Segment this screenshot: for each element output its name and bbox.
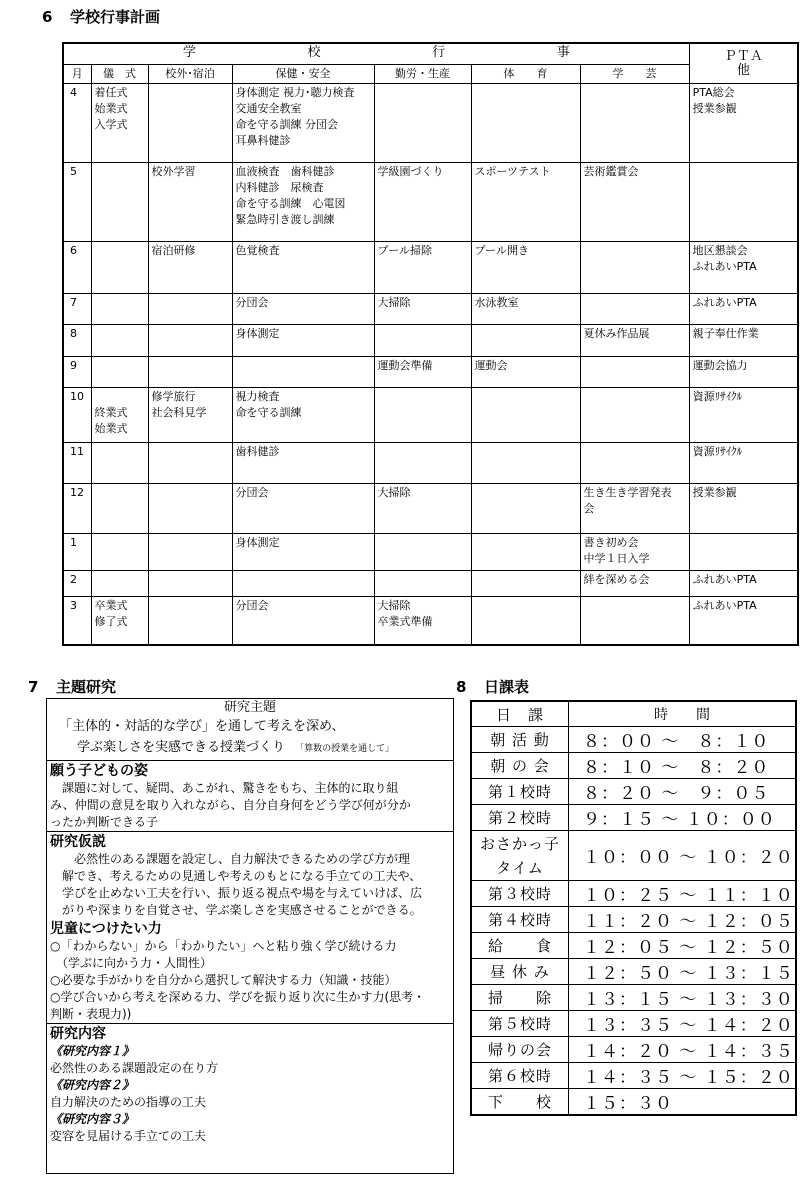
event-row	[63, 483, 798, 533]
pta-entry: 授業参観	[692, 102, 737, 115]
health-entry: 緊急時引き渡し訓練	[235, 212, 335, 226]
period-name: 昼 休 み	[471, 959, 569, 985]
event-row	[63, 84, 798, 163]
hypothesis-line: 解でき、考えるための見通しや考えのもとになる手立ての工夫や、	[50, 869, 422, 883]
daily-header-name: 日 課	[471, 701, 569, 727]
arts-cell	[580, 443, 689, 483]
daily-row	[471, 959, 796, 985]
content-item-label: 《研究内容３》	[50, 1112, 135, 1126]
health-entry: 命を守る訓練 心電図	[235, 196, 346, 210]
sports-cell	[471, 241, 580, 294]
events-group-char: 行	[432, 45, 446, 60]
research-box	[46, 698, 454, 1174]
period-name: 第３校時	[471, 881, 569, 907]
period-time: １１：２０ ～ １２：０５	[569, 907, 797, 933]
period-time: １４：３５ ～ １５：２０	[569, 1063, 797, 1089]
wish-line: 課題に対して、疑問、あこがれ、驚きをもち、主体的に取り組	[50, 781, 399, 795]
skill-line: ○必要な手がかりを自分から選択して解決する力（知識・技能）	[50, 973, 397, 987]
outing-cell	[148, 596, 232, 645]
month-cell: 10	[63, 387, 91, 443]
skill-line: 判断・表現力))	[50, 1007, 132, 1021]
column-header: 保健・安全	[232, 65, 374, 84]
event-row	[63, 443, 798, 483]
arts-cell	[580, 294, 689, 325]
labor-entry: 大掃除	[377, 296, 411, 310]
health-entry: 耳鼻科健診	[235, 134, 291, 147]
month-cell: 1	[63, 534, 91, 570]
skills-block	[47, 919, 453, 1023]
health-cell	[232, 84, 374, 163]
section6-title: 学校行事計画	[70, 8, 161, 26]
column-header: 学 芸	[580, 65, 689, 84]
column-header: 月	[63, 65, 91, 84]
event-row	[63, 387, 798, 443]
period-name: 掃 除	[471, 985, 569, 1011]
period-time: １４：２０ ～ １４：３５	[569, 1037, 797, 1063]
column-header: 勤労・生産	[374, 65, 471, 84]
period-time: １２：５０ ～ １３：１５	[569, 959, 797, 985]
wish-block	[47, 760, 453, 831]
pta-entry: ふれあいPTA	[692, 598, 757, 612]
pta-entry: 親子奉仕作業	[692, 327, 759, 341]
health-entry: 身体測定 視力･聴力検査	[235, 86, 355, 99]
month-cell: 3	[63, 596, 91, 645]
ceremony-cell	[91, 325, 148, 356]
hypothesis-line: 必然性のある課題を設定し、自力解決できるための学び方が理	[50, 852, 411, 866]
pta-header-line1: ＰＴＡ	[723, 48, 763, 64]
wish-line: ったか判断できる子	[50, 815, 159, 829]
event-row	[63, 325, 798, 356]
sports-cell	[471, 596, 580, 645]
pta-entry: ふれあいPTA	[692, 572, 757, 586]
ceremony-cell	[91, 534, 148, 570]
arts-cell	[580, 325, 689, 356]
period-time: ９：１５ ～ １０：００	[569, 805, 797, 831]
event-row	[63, 534, 798, 570]
month-cell: 12	[63, 483, 91, 533]
labor-entry: 学級園づくり	[377, 164, 444, 178]
pta-entry: 運動会協力	[692, 358, 748, 372]
pta-cell	[689, 483, 798, 533]
sports-cell	[471, 294, 580, 325]
sports-entry: 水泳教室	[474, 296, 519, 310]
section8-title: 日課表	[484, 678, 530, 696]
outing-cell	[148, 570, 232, 596]
pta-entry: ふれあいPTA	[692, 296, 757, 310]
health-entry: 分団会	[235, 485, 269, 499]
hypothesis-line: 学びを止めない工夫を行い、振り返る視点や場を与えていけば、広	[50, 886, 423, 900]
health-cell	[232, 294, 374, 325]
section8-number: 8	[456, 678, 467, 696]
period-name: 帰りの会	[471, 1037, 569, 1063]
arts-cell	[580, 84, 689, 163]
section8-heading	[456, 676, 529, 697]
health-entry: 内科健診 尿検査	[235, 180, 324, 194]
labor-cell	[374, 356, 471, 387]
health-cell	[232, 162, 374, 241]
pta-cell	[689, 162, 798, 241]
labor-cell	[374, 443, 471, 483]
ceremony-entry: 着任式	[94, 86, 128, 99]
skill-line: ○学び合いから考えを深める力、学びを振り返り次に生かす力(思考・	[50, 990, 426, 1004]
ceremony-cell	[91, 162, 148, 241]
events-group-char: 事	[556, 45, 570, 60]
arts-entry: 夏休み作品展	[583, 327, 650, 341]
health-cell	[232, 443, 374, 483]
theme-line1: 「主体的・対話的な学び」を通して考えを深め、	[59, 719, 345, 734]
pta-entry: ふれあいPTA	[692, 259, 757, 273]
sports-cell	[471, 570, 580, 596]
labor-entry: 大掃除	[377, 485, 411, 499]
month-cell: 4	[63, 84, 91, 163]
labor-cell	[374, 534, 471, 570]
daily-row	[471, 1011, 796, 1037]
period-name: 第１校時	[471, 779, 569, 805]
event-row	[63, 162, 798, 241]
arts-cell	[580, 596, 689, 645]
arts-entry: 絆を深める会	[583, 572, 650, 586]
arts-cell	[580, 356, 689, 387]
pta-cell	[689, 84, 798, 163]
arts-cell	[580, 483, 689, 533]
daily-row	[471, 727, 796, 753]
ceremony-cell	[91, 356, 148, 387]
ceremony-cell	[91, 241, 148, 294]
health-cell	[232, 596, 374, 645]
sports-cell	[471, 387, 580, 443]
sports-entry: プール開き	[474, 243, 529, 257]
period-name: 朝 活 動	[471, 727, 569, 753]
health-cell	[232, 356, 374, 387]
theme-heading: 研究主題	[223, 700, 276, 715]
daily-row	[471, 907, 796, 933]
ceremony-entry: 入学式	[94, 118, 128, 131]
health-entry: 視力検査	[235, 389, 280, 403]
section6-number: 6	[42, 8, 53, 26]
period-time: ８：１０ ～ ８：２０	[569, 753, 797, 779]
pta-cell	[689, 294, 798, 325]
daily-row	[471, 985, 796, 1011]
period-name: 下 校	[471, 1089, 569, 1116]
sports-entry: 運動会	[474, 358, 508, 372]
sports-cell	[471, 483, 580, 533]
content-item-label: 《研究内容２》	[50, 1078, 135, 1092]
pta-header	[689, 43, 798, 84]
sports-cell	[471, 356, 580, 387]
school-events-table	[62, 42, 799, 646]
pta-entry: 授業参観	[692, 485, 737, 499]
health-entry: 身体測定	[235, 327, 280, 341]
sports-entry: スポーツテスト	[474, 164, 551, 178]
outing-entry: 宿泊研修	[151, 243, 196, 257]
health-cell	[232, 387, 374, 443]
ceremony-cell	[91, 570, 148, 596]
arts-entry: 生き生き学習発表	[583, 485, 672, 499]
ceremony-cell	[91, 443, 148, 483]
section6-heading	[42, 6, 160, 27]
hypothesis-line: がりや深まりを自覚させ、学ぶ楽しさを実感させることができる。	[50, 903, 422, 917]
theme-line2-wrap	[47, 737, 453, 760]
content-block	[47, 1023, 453, 1145]
outing-cell	[148, 294, 232, 325]
ceremony-entry: 修了式	[94, 614, 128, 628]
labor-cell	[374, 325, 471, 356]
period-time: １２：０５ ～ １２：５０	[569, 933, 797, 959]
column-header: 儀 式	[91, 65, 148, 84]
hypothesis-heading: 研究仮説	[50, 834, 106, 850]
daily-row	[471, 1063, 796, 1089]
month-cell: 5	[63, 162, 91, 241]
theme-line2: 学ぶ楽しさを実感できる授業づくり	[77, 740, 286, 755]
labor-entry: 運動会準備	[377, 358, 433, 372]
month-cell: 7	[63, 294, 91, 325]
period-time: １０：００ ～ １０：２０	[569, 831, 797, 881]
labor-cell	[374, 294, 471, 325]
period-name: おさかっ子 タイム	[471, 831, 569, 881]
outing-cell	[148, 534, 232, 570]
outing-entry: 修学旅行	[151, 389, 196, 403]
period-time: １５：３０	[569, 1089, 797, 1116]
pta-cell	[689, 534, 798, 570]
period-time: １３：１５ ～ １３：３０	[569, 985, 797, 1011]
content-heading: 研究内容	[50, 1026, 106, 1042]
pta-cell	[689, 387, 798, 443]
arts-entry: 書き初め会	[583, 536, 639, 550]
month-cell: 9	[63, 356, 91, 387]
events-group-header	[63, 43, 689, 65]
daily-row	[471, 1089, 796, 1116]
health-entry: 分団会	[235, 598, 269, 612]
event-row	[63, 241, 798, 294]
content-item-label: 《研究内容１》	[50, 1044, 135, 1058]
health-cell	[232, 241, 374, 294]
daily-row	[471, 1037, 796, 1063]
arts-cell	[580, 570, 689, 596]
health-entry: 血液検査 歯科健診	[235, 164, 335, 178]
health-entry: 交通安全教室	[235, 102, 302, 115]
ceremony-entry: 始業式	[94, 421, 128, 435]
month-cell: 8	[63, 325, 91, 356]
column-header: 体 育	[471, 65, 580, 84]
daily-row	[471, 881, 796, 907]
labor-cell	[374, 387, 471, 443]
pta-cell	[689, 241, 798, 294]
arts-cell	[580, 387, 689, 443]
content-item-text: 必然性のある課題設定の在り方	[50, 1061, 219, 1075]
outing-cell	[148, 84, 232, 163]
section7-heading	[28, 676, 116, 697]
pta-entry: 地区懇談会	[692, 243, 748, 257]
health-cell	[232, 483, 374, 533]
pta-entry: 資源ﾘｻｲｸﾙ	[692, 445, 743, 459]
sports-cell	[471, 443, 580, 483]
pta-entry: 資源ﾘｻｲｸﾙ	[692, 389, 743, 403]
health-entry: 色覚検査	[235, 243, 280, 257]
labor-cell	[374, 596, 471, 645]
health-entry: 命を守る訓練 分団会	[235, 118, 338, 131]
event-row	[63, 294, 798, 325]
sports-cell	[471, 162, 580, 241]
period-name: 第５校時	[471, 1011, 569, 1037]
daily-schedule-table	[470, 700, 797, 1116]
labor-entry: 大掃除	[377, 598, 411, 612]
health-entry: 歯科健診	[235, 445, 280, 459]
pta-cell	[689, 356, 798, 387]
event-row	[63, 596, 798, 645]
section7-number: 7	[28, 678, 39, 696]
content-item-text: 自力解決のための指導の工夫	[50, 1095, 207, 1109]
daily-row	[471, 753, 796, 779]
skill-line: ○「わからない」から「わかりたい」へと粘り強く学び続ける力	[50, 939, 397, 953]
labor-cell	[374, 483, 471, 533]
arts-cell	[580, 162, 689, 241]
ceremony-entry: 卒業式	[94, 598, 128, 612]
arts-cell	[580, 241, 689, 294]
events-group-char: 校	[307, 45, 321, 60]
period-time: １３：３５ ～ １４：２０	[569, 1011, 797, 1037]
period-name: 給 食	[471, 933, 569, 959]
theme-note: 「算数の授業を通して」	[295, 744, 395, 754]
pta-entry: PTA総会	[692, 86, 735, 99]
event-row	[63, 356, 798, 387]
outing-cell	[148, 443, 232, 483]
daily-header-time: 時 間	[569, 701, 797, 727]
sports-cell	[471, 325, 580, 356]
skill-line: （学ぶに向かう力・人間性）	[50, 956, 213, 970]
hypothesis-block	[47, 831, 453, 919]
labor-cell	[374, 162, 471, 241]
column-header: 校外･宿泊	[148, 65, 232, 84]
outing-cell	[148, 325, 232, 356]
wish-line: み、仲間の意見を取り入れながら、自分自身何をどう学び何が分か	[50, 798, 411, 812]
health-cell	[232, 325, 374, 356]
ceremony-cell	[91, 483, 148, 533]
arts-entry: 中学１日入学	[583, 552, 650, 566]
arts-entry: 会	[583, 501, 595, 515]
health-cell	[232, 570, 374, 596]
ceremony-entry	[95, 389, 145, 405]
events-group-char: 学	[182, 45, 196, 60]
outing-entry: 社会科見学	[151, 405, 207, 419]
ceremony-cell	[91, 387, 148, 443]
outing-cell	[148, 387, 232, 443]
health-cell	[232, 534, 374, 570]
daily-row	[471, 831, 796, 881]
outing-entry: 校外学習	[151, 164, 196, 178]
pta-cell	[689, 443, 798, 483]
period-time: ８：００ ～ ８：１０	[569, 727, 797, 753]
ceremony-entry: 始業式	[94, 102, 128, 115]
sports-cell	[471, 534, 580, 570]
health-entry: 身体測定	[235, 536, 280, 550]
pta-header-line2: 他	[736, 62, 750, 78]
health-entry: 分団会	[235, 296, 269, 310]
month-cell: 2	[63, 570, 91, 596]
wish-heading: 願う子どもの姿	[50, 763, 148, 779]
period-name: 第２校時	[471, 805, 569, 831]
content-item-text: 変容を見届ける手立ての工夫	[50, 1129, 207, 1143]
sports-cell	[471, 84, 580, 163]
labor-cell	[374, 84, 471, 163]
pta-cell	[689, 325, 798, 356]
labor-entry: プール掃除	[377, 243, 432, 257]
period-name: 第４校時	[471, 907, 569, 933]
daily-row	[471, 805, 796, 831]
period-name: 朝 の 会	[471, 753, 569, 779]
month-cell: 6	[63, 241, 91, 294]
pta-cell	[689, 596, 798, 645]
outing-cell	[148, 356, 232, 387]
daily-row	[471, 933, 796, 959]
pta-cell	[689, 570, 798, 596]
event-row	[63, 570, 798, 596]
ceremony-cell	[91, 84, 148, 163]
daily-row	[471, 779, 796, 805]
month-cell: 11	[63, 443, 91, 483]
ceremony-entry: 終業式	[94, 405, 128, 419]
labor-cell	[374, 241, 471, 294]
labor-cell	[374, 570, 471, 596]
outing-cell	[148, 483, 232, 533]
outing-cell	[148, 162, 232, 241]
ceremony-cell	[91, 596, 148, 645]
outing-cell	[148, 241, 232, 294]
skills-heading: 児童につけたい力	[50, 921, 162, 937]
period-time: ８：２０ ～ ９：０５	[569, 779, 797, 805]
arts-cell	[580, 534, 689, 570]
labor-entry: 卒業式準備	[377, 614, 433, 628]
section7-title: 主題研究	[56, 678, 117, 696]
period-time: １０：２５ ～ １１：１０	[569, 881, 797, 907]
ceremony-cell	[91, 294, 148, 325]
theme-block	[47, 699, 453, 760]
period-name: 第６校時	[471, 1063, 569, 1089]
arts-entry: 芸術鑑賞会	[583, 164, 639, 178]
health-entry: 命を守る訓練	[235, 405, 302, 419]
